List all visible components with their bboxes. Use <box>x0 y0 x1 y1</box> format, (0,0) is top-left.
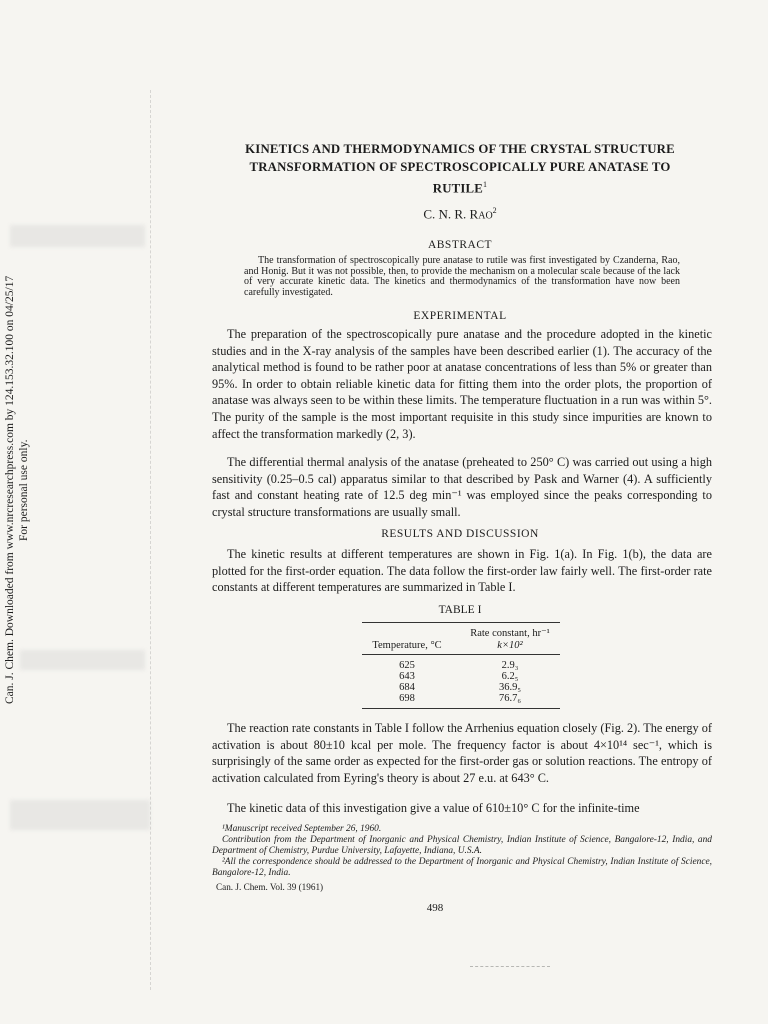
table-header-k: k×10² <box>497 640 523 651</box>
table-cell-temp: 698 <box>399 693 415 704</box>
footnote-1-affiliation: Contribution from the Department of Inorganic and Physical Chemistry, Indian Institute of Science, Bangalore-12, India, and Department of Chemistry, Purdue University, Lafayette, Indiana, U.S.A. <box>212 835 712 856</box>
title-line-1: KINETICS AND THERMODYNAMICS OF THE CRYSTAL STRUCTURE <box>245 142 675 156</box>
table-header-temperature: Temperature, °C <box>372 640 442 651</box>
personal-use-line: For personal use only. <box>18 439 30 541</box>
scan-smudge <box>10 800 150 830</box>
page-number: 498 <box>426 902 444 914</box>
results-paragraph-3: The kinetic data of this investigation give a value of 610±10° C for the infinite-time <box>227 801 640 815</box>
title-line-2: TRANSFORMATION OF SPECTROSCOPICALLY PURE ANATASE TO <box>249 160 671 174</box>
scan-smudge <box>10 225 145 247</box>
table-cell-k: 6.2₅ <box>501 671 519 682</box>
download-stamp <box>3 270 31 710</box>
table-cell-temp: 625 <box>399 660 415 671</box>
footnote-2: ²All the correspondence should be addressed to the Department of Inorganic and Physical Chemistry, Indian Institute of Science, Bangalore-12, India. <box>212 857 712 878</box>
title-footnote-marker: 1 <box>483 180 488 189</box>
abstract-heading: ABSTRACT <box>427 239 493 251</box>
abstract-text: The transformation of spectroscopically pure anatase to rutile was first investigated by Czanderna, Rao, and Honig. But it was not possible, then, to provide the mechanism on a molecular scale because of the lack of very accurate kinetic data. The kinetics and thermodynamics of the transformation have now been carefully investigated. <box>244 255 680 298</box>
scan-noise-line <box>470 966 550 967</box>
results-paragraph-1: The kinetic results at different temperatures are shown in Fig. 1(a). In Fig. 1(b), the data are plotted for the first-order equation. The data follow the first-order law fairly well. The first-order rate constants at different temperatures are summarized in Table I. <box>212 547 712 595</box>
experimental-paragraph-2: The differential thermal analysis of the anatase (preheated to 250° C) was carried out using a high sensitivity (0.25–0.5 cal) apparatus similar to that described by Pask and Warner (4). A sufficiently fast and constant heating rate of 12.5 deg min⁻¹ was employed since the peaks corresponding to crystal structure transformations are usually small. <box>212 455 712 519</box>
results-heading: RESULTS AND DISCUSSION <box>381 528 539 540</box>
scan-smudge <box>20 650 145 670</box>
title-line-3 <box>200 176 720 197</box>
footnotes <box>212 824 712 879</box>
results-paragraph-2: The reaction rate constants in Table I follow the Arrhenius equation closely (Fig. 2). The energy of activation is about 80±10 kcal per mole. The frequency factor is about 4×10¹⁴ sec⁻¹, which is surprisingly of the same order as expected for the first-order gas or solution reactions. The entropy of activation calculated from Eyring's theory is about 27 e.u. at 643° C. <box>212 721 712 785</box>
footnote-1: ¹Manuscript received September 26, 1960. <box>222 824 382 834</box>
title-line-3-text: RUTILE <box>432 181 484 196</box>
experimental-paragraph-1: The preparation of the spectroscopically pure anatase and the procedure adopted in the kinetic studies and in the X-ray analysis of the samples have been described earlier (1). The accuracy of the analytical method is found to be rather poor at anatase concentrations of less than 5% or greater than 95%. In order to obtain reliable kinetic data for fitting them into the order plots, the proportion of anatase was always seen to be within these limits. The temperature fluctuation in a run was within 5°. The purity of the sample is the most important requisite in this study since impurities are known to affect the transformation markedly (2, 3). <box>212 327 712 441</box>
scan-shadow-line <box>150 90 151 990</box>
table-cell-temp: 684 <box>399 682 415 693</box>
article-title <box>200 140 720 197</box>
table-bottom-rule <box>362 708 560 709</box>
experimental-heading: EXPERIMENTAL <box>413 310 507 322</box>
table-title: TABLE I <box>438 604 482 616</box>
table-top-rule <box>362 622 560 623</box>
author-line <box>200 206 720 222</box>
journal-citation: Can. J. Chem. Vol. 39 (1961) <box>216 882 324 892</box>
author-name: C. N. R. R <box>423 206 479 222</box>
author-footnote-marker: 2 <box>492 206 497 215</box>
table-header-rate-constant: Rate constant, hr⁻¹ <box>470 628 550 639</box>
download-stamp-line: Can. J. Chem. Downloaded from www.nrcresearchpress.com by 124.153.32.100 on 04/25/17 <box>4 275 16 705</box>
table-cell-k: 2.9₃ <box>501 660 519 671</box>
table-cell-k: 76.7₆ <box>498 693 522 704</box>
table-cell-k: 36.9₅ <box>498 682 522 693</box>
table-cell-temp: 643 <box>399 671 415 682</box>
author-name-smallcaps: AO <box>478 210 493 222</box>
table-header-rule <box>362 654 560 655</box>
